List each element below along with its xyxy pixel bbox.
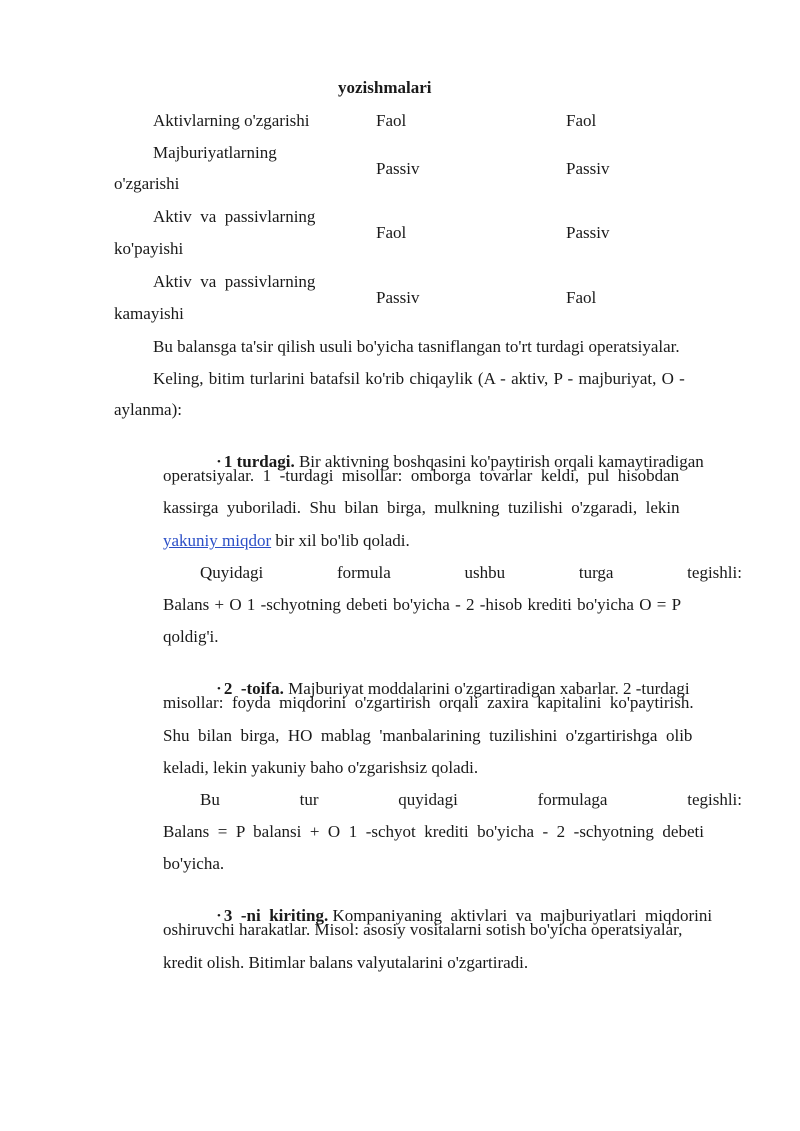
list-item-line: keladi, lekin yakuniy baho o'zgarishsiz qoladi. bbox=[163, 758, 479, 777]
table-row-label: Aktiv va passivlarning bbox=[153, 207, 316, 226]
table-cell: Faol bbox=[566, 288, 597, 307]
table-row-label: Majburiyatlarning bbox=[153, 143, 277, 162]
table-cell: Passiv bbox=[566, 159, 610, 178]
list-item-title: 3 -ni kiriting. bbox=[223, 906, 329, 925]
formula-intro bbox=[200, 563, 742, 583]
list-item-title: 2 -toifa. bbox=[223, 679, 284, 698]
list-item-title: 1 turdagi. bbox=[223, 452, 295, 471]
list-item-line: Shu bilan birga, HO mablag 'manbalarining tuzilishini o'zgartirishga olib bbox=[163, 726, 693, 745]
table-row-label-cont: kamayishi bbox=[114, 304, 184, 323]
list-item-line: kredit olish. Bitimlar balans valyutalarini o'zgartiradi. bbox=[163, 953, 529, 972]
list-item-text: Bir aktivning boshqasini ko'paytirish orqali kamaytiradigan bbox=[298, 452, 704, 471]
formula-word: formula bbox=[336, 563, 391, 582]
bullet-icon: • bbox=[217, 910, 221, 922]
formula-line: Balans = P balansi + O 1 -schyot krediti bo'yicha - 2 -schyotning debeti bbox=[163, 822, 704, 841]
bullet-icon: • bbox=[217, 456, 221, 468]
table-header-fragment: yozishmalari bbox=[338, 78, 432, 97]
table-row-label: Aktivlarning o'zgarishi bbox=[153, 111, 310, 130]
table-cell: Faol bbox=[376, 223, 407, 242]
table-cell: Faol bbox=[376, 111, 407, 130]
list-item-line: oshiruvchi harakatlar. Misol: asosiy vositalarni sotish bo'yicha operatsiyalar, bbox=[163, 920, 683, 939]
table-cell: Faol bbox=[566, 111, 597, 130]
list-item-text: Kompaniyaning aktivlari va majburiyatlari miqdorini bbox=[332, 906, 713, 925]
formula-line: qoldig'i. bbox=[163, 627, 219, 646]
formula-word: Quyidagi bbox=[200, 563, 264, 582]
intro-paragraph-line: Keling, bitim turlarini batafsil ko'rib chiqaylik (A - aktiv, P - majburiyat, O - bbox=[153, 369, 685, 388]
table-cell: Passiv bbox=[376, 159, 420, 178]
list-item-text: Majburiyat moddalarini o'zgartiradigan xabarlar. 2 -turdagi bbox=[288, 679, 690, 698]
formula-word: tur bbox=[299, 790, 319, 809]
bullet-icon: • bbox=[217, 683, 221, 695]
intro-paragraph: Bu balansga ta'sir qilish usuli bo'yicha tasniflangan to'rt turdagi operatsiyalar. bbox=[153, 337, 680, 356]
table-cell: Passiv bbox=[376, 288, 420, 307]
formula-word: formulaga bbox=[537, 790, 608, 809]
formula-word: tegishli: bbox=[687, 790, 742, 809]
formula-word: ushbu bbox=[464, 563, 506, 582]
table-row-label-cont: ko'payishi bbox=[114, 239, 184, 258]
list-item-line: kassirga yuboriladi. Shu bilan birga, mulkning tuzilishi o'zgaradi, lekin bbox=[163, 498, 680, 517]
formula-word: turga bbox=[578, 563, 614, 582]
intro-paragraph-line: aylanma): bbox=[114, 400, 182, 419]
list-item-line bbox=[163, 531, 410, 551]
table-cell: Passiv bbox=[566, 223, 610, 242]
list-item-line: misollar: foyda miqdorini o'zgartirish orqali zaxira kapitalini ko'paytirish. bbox=[163, 693, 694, 712]
list-item-text: bir xil bo'lib qoladi. bbox=[271, 531, 410, 550]
formula-line: bo'yicha. bbox=[163, 854, 225, 873]
formula-word: Bu bbox=[200, 790, 220, 809]
table-row-label-cont: o'zgarishi bbox=[114, 174, 180, 193]
yakuniy-miqdor-link[interactable]: yakuniy miqdor bbox=[163, 531, 272, 550]
formula-word: quyidagi bbox=[398, 790, 458, 809]
formula-intro bbox=[200, 790, 742, 810]
table-row-label: Aktiv va passivlarning bbox=[153, 272, 316, 291]
formula-line: Balans + O 1 -schyotning debeti bo'yicha - 2 -hisob krediti bo'yicha O = P bbox=[163, 595, 682, 614]
formula-word: tegishli: bbox=[687, 563, 742, 582]
list-item-line: operatsiyalar. 1 -turdagi misollar: omborga tovarlar keldi, pul hisobdan bbox=[163, 466, 680, 485]
